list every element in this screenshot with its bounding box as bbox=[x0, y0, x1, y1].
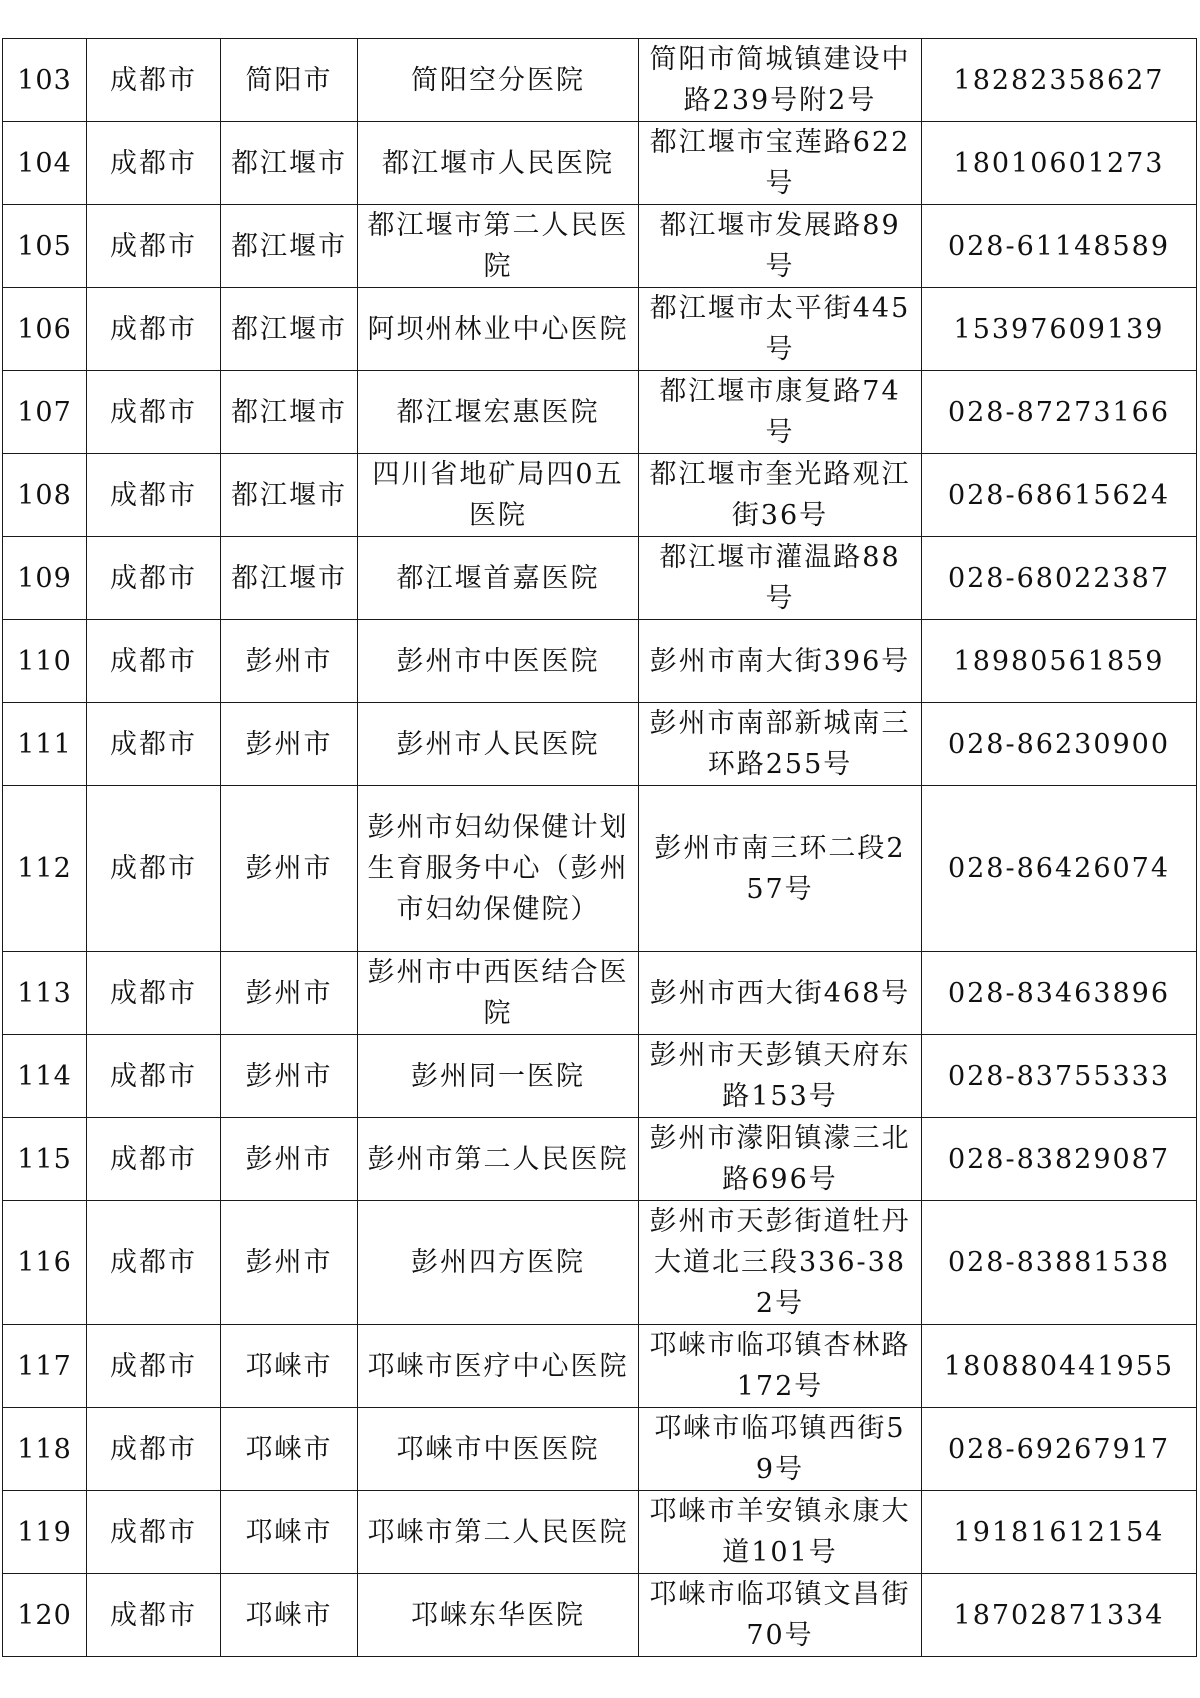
county-cell: 都江堰市 bbox=[221, 122, 358, 205]
hospital-name-cell: 都江堰宏惠医院 bbox=[358, 371, 639, 454]
phone-cell: 028-68615624 bbox=[922, 454, 1197, 537]
table-row bbox=[3, 1201, 1197, 1325]
table-row bbox=[3, 537, 1197, 620]
row-number: 104 bbox=[3, 122, 87, 205]
hospital-name-cell: 邛崃东华医院 bbox=[358, 1574, 639, 1657]
table-row bbox=[3, 39, 1197, 122]
table-row bbox=[3, 703, 1197, 786]
address-cell: 邛崃市临邛镇西街59号 bbox=[639, 1408, 922, 1491]
county-cell: 简阳市 bbox=[221, 39, 358, 122]
city-cell: 成都市 bbox=[87, 122, 221, 205]
phone-cell: 028-87273166 bbox=[922, 371, 1197, 454]
address-cell: 都江堰市康复路74号 bbox=[639, 371, 922, 454]
row-number: 106 bbox=[3, 288, 87, 371]
phone-cell: 028-68022387 bbox=[922, 537, 1197, 620]
address-cell: 彭州市天彭街道牡丹大道北三段336-382号 bbox=[639, 1201, 922, 1325]
hospital-name-cell: 邛崃市中医医院 bbox=[358, 1408, 639, 1491]
address-cell: 邛崃市临邛镇杏林路172号 bbox=[639, 1325, 922, 1408]
county-cell: 邛崃市 bbox=[221, 1574, 358, 1657]
row-number: 109 bbox=[3, 537, 87, 620]
hospital-name-cell: 四川省地矿局四0五医院 bbox=[358, 454, 639, 537]
city-cell: 成都市 bbox=[87, 1491, 221, 1574]
hospital-name-cell: 邛崃市医疗中心医院 bbox=[358, 1325, 639, 1408]
table-row bbox=[3, 1325, 1197, 1408]
hospital-name-cell: 彭州市第二人民医院 bbox=[358, 1118, 639, 1201]
address-cell: 都江堰市发展路89号 bbox=[639, 205, 922, 288]
county-cell: 都江堰市 bbox=[221, 371, 358, 454]
phone-cell: 028-83755333 bbox=[922, 1035, 1197, 1118]
row-number: 112 bbox=[3, 786, 87, 952]
address-cell: 都江堰市太平街445号 bbox=[639, 288, 922, 371]
hospital-name-cell: 彭州同一医院 bbox=[358, 1035, 639, 1118]
hospital-table bbox=[2, 38, 1197, 1657]
city-cell: 成都市 bbox=[87, 454, 221, 537]
phone-cell: 180880441955 bbox=[922, 1325, 1197, 1408]
phone-cell: 18282358627 bbox=[922, 39, 1197, 122]
county-cell: 都江堰市 bbox=[221, 454, 358, 537]
row-number: 120 bbox=[3, 1574, 87, 1657]
table-row bbox=[3, 952, 1197, 1035]
phone-cell: 18010601273 bbox=[922, 122, 1197, 205]
table-row bbox=[3, 122, 1197, 205]
phone-cell: 18980561859 bbox=[922, 620, 1197, 703]
row-number: 118 bbox=[3, 1408, 87, 1491]
row-number: 116 bbox=[3, 1201, 87, 1325]
phone-cell: 028-83881538 bbox=[922, 1201, 1197, 1325]
row-number: 105 bbox=[3, 205, 87, 288]
address-cell: 都江堰市宝莲路622号 bbox=[639, 122, 922, 205]
phone-cell: 028-86230900 bbox=[922, 703, 1197, 786]
address-cell: 邛崃市羊安镇永康大道101号 bbox=[639, 1491, 922, 1574]
table-row bbox=[3, 205, 1197, 288]
hospital-name-cell: 都江堰市人民医院 bbox=[358, 122, 639, 205]
phone-cell: 028-83463896 bbox=[922, 952, 1197, 1035]
table-row bbox=[3, 1408, 1197, 1491]
address-cell: 彭州市南大街396号 bbox=[639, 620, 922, 703]
city-cell: 成都市 bbox=[87, 952, 221, 1035]
city-cell: 成都市 bbox=[87, 1118, 221, 1201]
row-number: 119 bbox=[3, 1491, 87, 1574]
county-cell: 邛崃市 bbox=[221, 1408, 358, 1491]
city-cell: 成都市 bbox=[87, 1325, 221, 1408]
hospital-name-cell: 彭州市人民医院 bbox=[358, 703, 639, 786]
row-number: 103 bbox=[3, 39, 87, 122]
table-row bbox=[3, 786, 1197, 952]
county-cell: 彭州市 bbox=[221, 620, 358, 703]
city-cell: 成都市 bbox=[87, 288, 221, 371]
hospital-name-cell: 彭州市妇幼保健计划生育服务中心（彭州市妇幼保健院） bbox=[358, 786, 639, 952]
hospital-name-cell: 彭州市中西医结合医院 bbox=[358, 952, 639, 1035]
phone-cell: 18702871334 bbox=[922, 1574, 1197, 1657]
county-cell: 都江堰市 bbox=[221, 537, 358, 620]
city-cell: 成都市 bbox=[87, 620, 221, 703]
row-number: 117 bbox=[3, 1325, 87, 1408]
row-number: 115 bbox=[3, 1118, 87, 1201]
city-cell: 成都市 bbox=[87, 1574, 221, 1657]
county-cell: 彭州市 bbox=[221, 703, 358, 786]
table-row bbox=[3, 1118, 1197, 1201]
county-cell: 邛崃市 bbox=[221, 1325, 358, 1408]
city-cell: 成都市 bbox=[87, 39, 221, 122]
table-row bbox=[3, 454, 1197, 537]
city-cell: 成都市 bbox=[87, 786, 221, 952]
county-cell: 彭州市 bbox=[221, 786, 358, 952]
row-number: 107 bbox=[3, 371, 87, 454]
phone-cell: 19181612154 bbox=[922, 1491, 1197, 1574]
city-cell: 成都市 bbox=[87, 371, 221, 454]
hospital-table-body bbox=[3, 39, 1197, 1657]
table-row bbox=[3, 620, 1197, 703]
city-cell: 成都市 bbox=[87, 205, 221, 288]
phone-cell: 028-69267917 bbox=[922, 1408, 1197, 1491]
row-number: 113 bbox=[3, 952, 87, 1035]
phone-cell: 028-61148589 bbox=[922, 205, 1197, 288]
table-row bbox=[3, 1491, 1197, 1574]
city-cell: 成都市 bbox=[87, 1408, 221, 1491]
address-cell: 都江堰市奎光路观江街36号 bbox=[639, 454, 922, 537]
hospital-name-cell: 都江堰市第二人民医院 bbox=[358, 205, 639, 288]
phone-cell: 028-86426074 bbox=[922, 786, 1197, 952]
address-cell: 彭州市西大街468号 bbox=[639, 952, 922, 1035]
address-cell: 邛崃市临邛镇文昌街70号 bbox=[639, 1574, 922, 1657]
phone-cell: 028-83829087 bbox=[922, 1118, 1197, 1201]
county-cell: 彭州市 bbox=[221, 952, 358, 1035]
hospital-name-cell: 彭州四方医院 bbox=[358, 1201, 639, 1325]
city-cell: 成都市 bbox=[87, 537, 221, 620]
table-row bbox=[3, 288, 1197, 371]
address-cell: 简阳市简城镇建设中路239号附2号 bbox=[639, 39, 922, 122]
county-cell: 邛崃市 bbox=[221, 1491, 358, 1574]
hospital-name-cell: 都江堰首嘉医院 bbox=[358, 537, 639, 620]
table-row bbox=[3, 371, 1197, 454]
row-number: 111 bbox=[3, 703, 87, 786]
hospital-name-cell: 阿坝州林业中心医院 bbox=[358, 288, 639, 371]
city-cell: 成都市 bbox=[87, 1201, 221, 1325]
county-cell: 彭州市 bbox=[221, 1118, 358, 1201]
address-cell: 都江堰市灌温路88号 bbox=[639, 537, 922, 620]
county-cell: 都江堰市 bbox=[221, 205, 358, 288]
address-cell: 彭州市南三环二段257号 bbox=[639, 786, 922, 952]
phone-cell: 15397609139 bbox=[922, 288, 1197, 371]
city-cell: 成都市 bbox=[87, 703, 221, 786]
table-row bbox=[3, 1574, 1197, 1657]
city-cell: 成都市 bbox=[87, 1035, 221, 1118]
county-cell: 彭州市 bbox=[221, 1201, 358, 1325]
hospital-name-cell: 邛崃市第二人民医院 bbox=[358, 1491, 639, 1574]
address-cell: 彭州市天彭镇天府东路153号 bbox=[639, 1035, 922, 1118]
row-number: 110 bbox=[3, 620, 87, 703]
row-number: 114 bbox=[3, 1035, 87, 1118]
row-number: 108 bbox=[3, 454, 87, 537]
county-cell: 彭州市 bbox=[221, 1035, 358, 1118]
table-row bbox=[3, 1035, 1197, 1118]
address-cell: 彭州市南部新城南三环路255号 bbox=[639, 703, 922, 786]
county-cell: 都江堰市 bbox=[221, 288, 358, 371]
hospital-name-cell: 简阳空分医院 bbox=[358, 39, 639, 122]
address-cell: 彭州市濛阳镇濛三北路696号 bbox=[639, 1118, 922, 1201]
hospital-name-cell: 彭州市中医医院 bbox=[358, 620, 639, 703]
